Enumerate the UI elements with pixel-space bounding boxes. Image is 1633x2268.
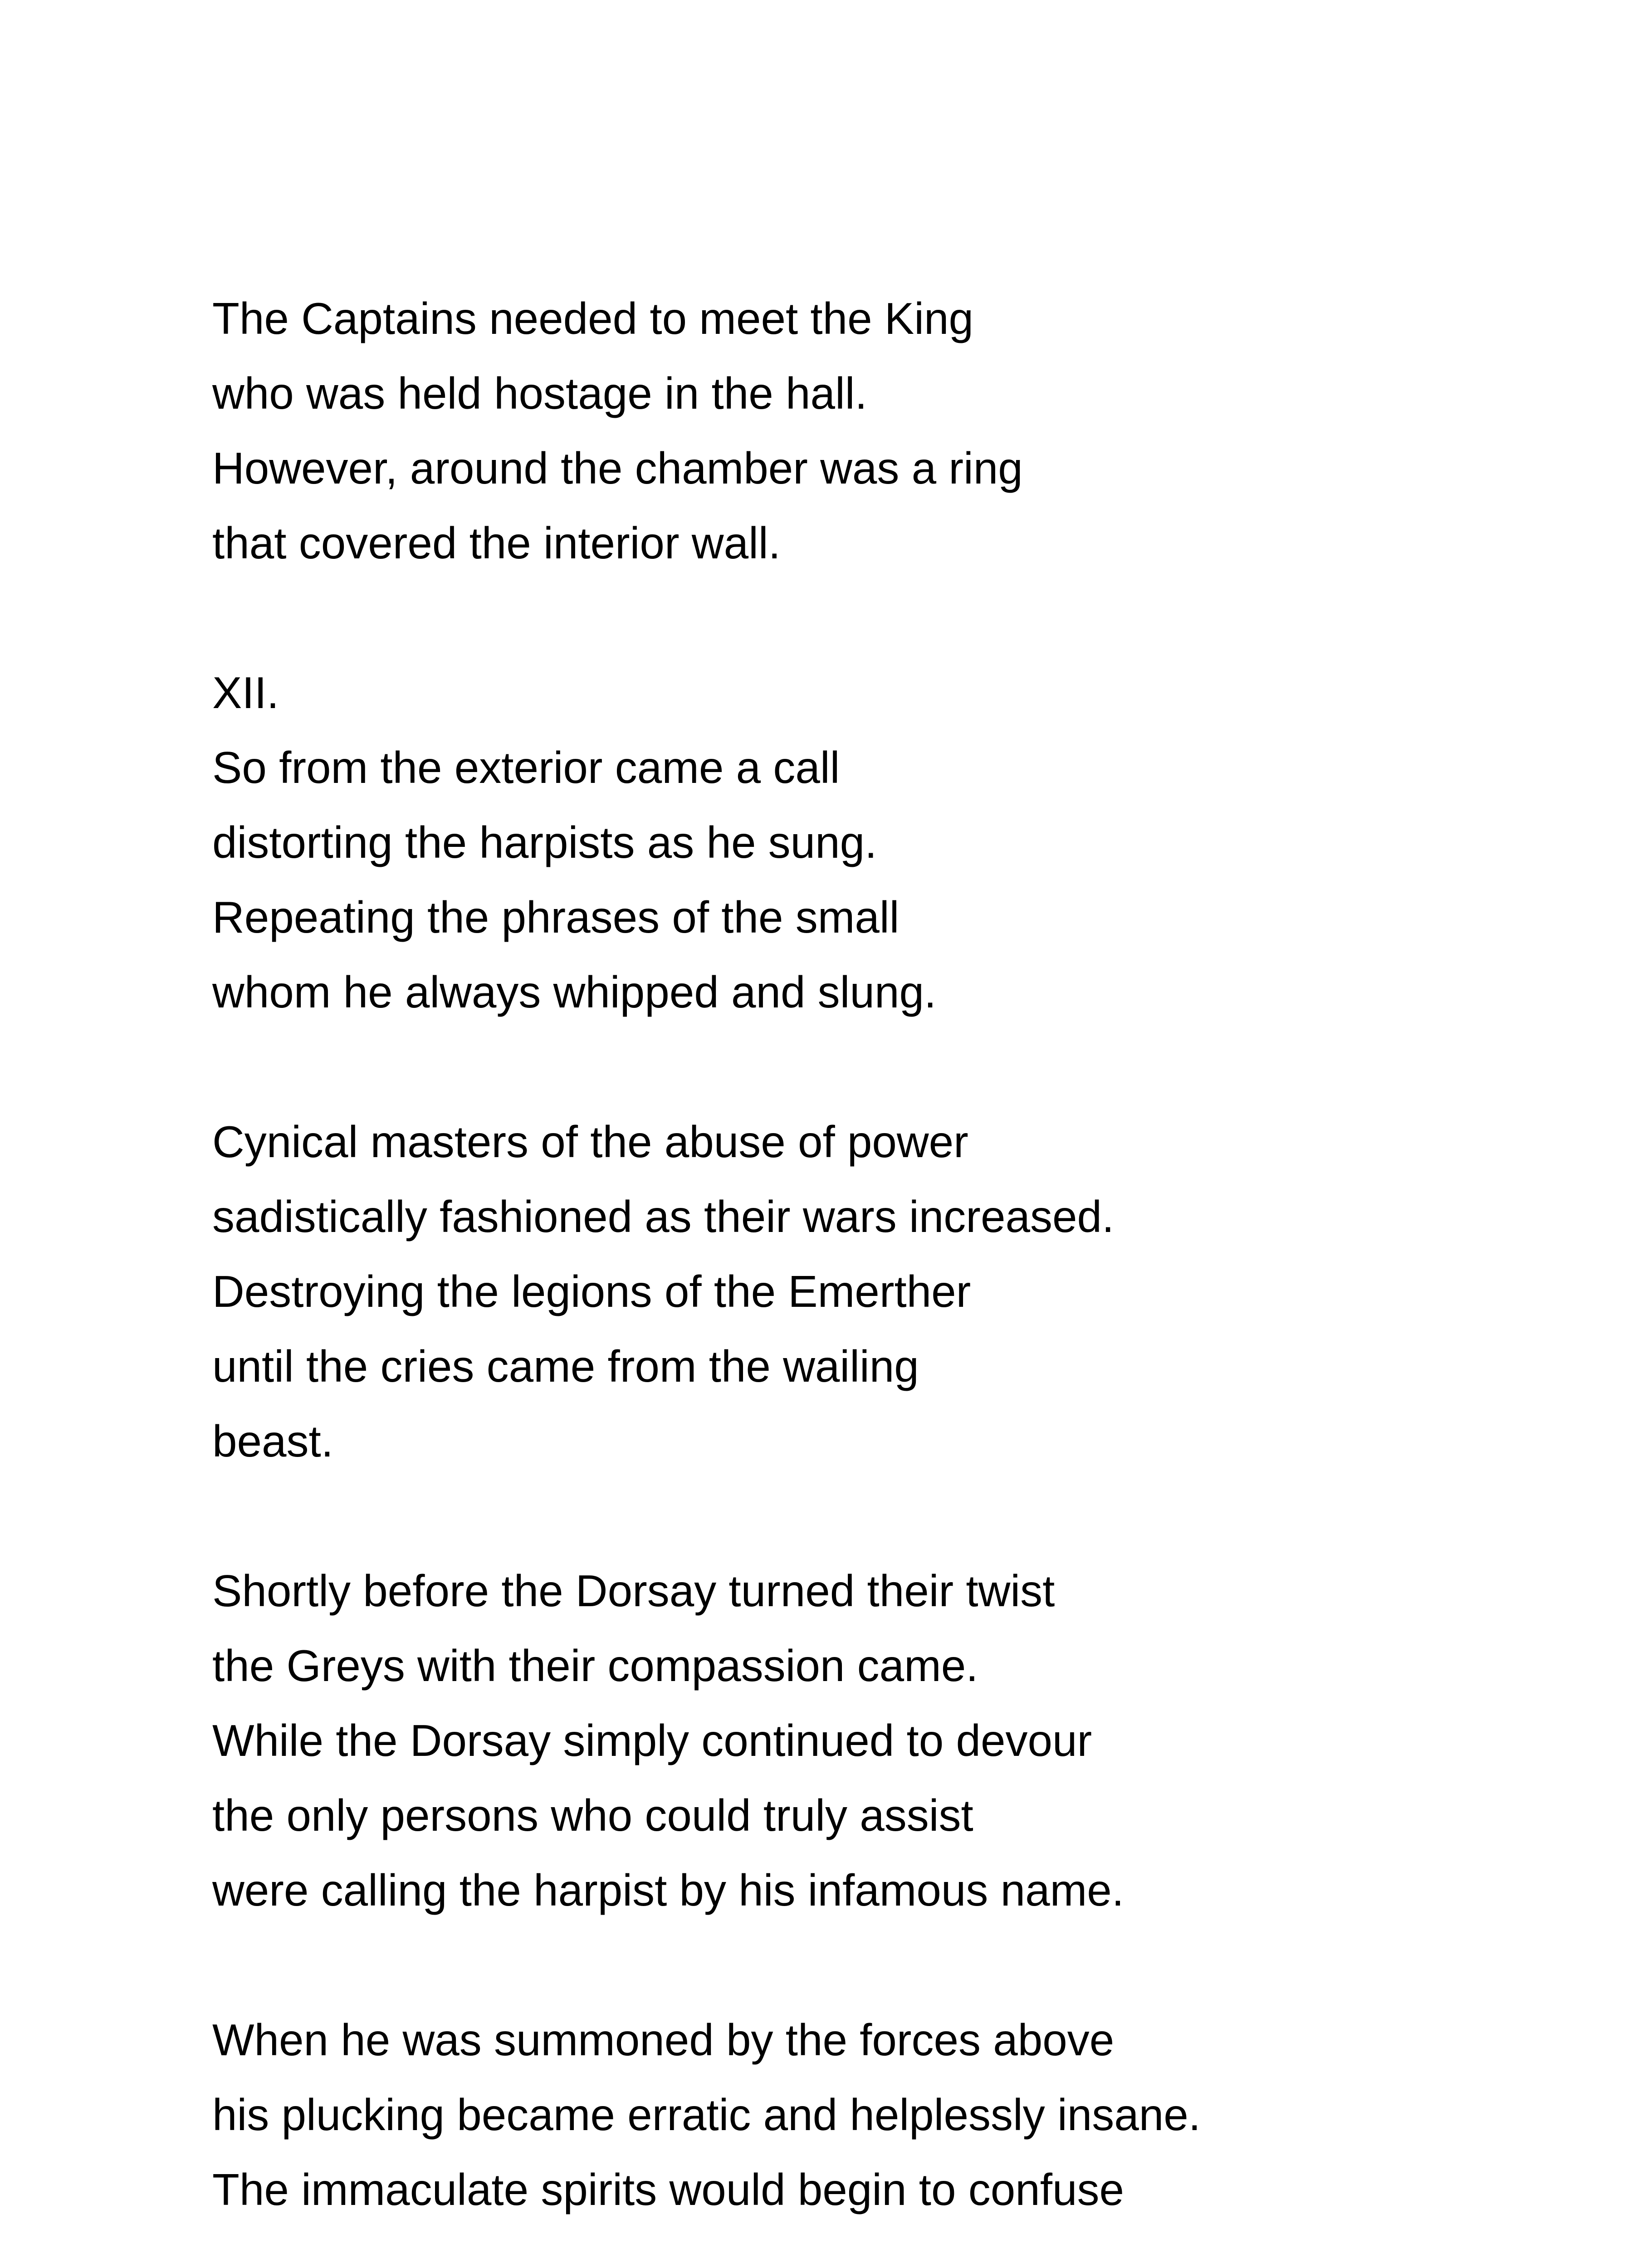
- poem-line: The Captains needed to meet the King: [212, 293, 974, 343]
- poem-line: who was held hostage in the hall.: [212, 368, 867, 418]
- poem-line: distorting the harpists as he sung.: [212, 817, 877, 867]
- poem-line: were calling the harpist by his infamous name.: [212, 1865, 1125, 1915]
- poem-line: beast.: [212, 1416, 333, 1466]
- stanza: [212, 1554, 1573, 1928]
- poem-body: [212, 281, 1573, 2268]
- poem-line: sadistically fashioned as their wars increased.: [212, 1192, 1115, 1242]
- poem-line: While the Dorsay simply continued to devour: [212, 1716, 1092, 1765]
- poem-line: Shortly before the Dorsay turned their twist: [212, 1566, 1055, 1616]
- poem-line: However, around the chamber was a ring: [212, 443, 1023, 493]
- poem-line: whom he always whipped and slung.: [212, 967, 937, 1017]
- stanza: [212, 1105, 1573, 1479]
- poem-line: The immaculate spirits would begin to confuse: [212, 2165, 1125, 2214]
- poem-line: When he was summoned by the forces above: [212, 2015, 1115, 2065]
- poem-line: Cynical masters of the abuse of power: [212, 1117, 968, 1167]
- poem-line: So from the exterior came a call: [212, 743, 840, 792]
- stanza: [212, 2003, 1573, 2227]
- poem-line: the Greys with their compassion came.: [212, 1641, 978, 1691]
- poem-line: the only persons who could truly assist: [212, 1790, 973, 1840]
- poem-line: his plucking became erratic and helplessly insane.: [212, 2090, 1201, 2140]
- poem-line: until the cries came from the wailing: [212, 1341, 919, 1391]
- section-number: XII.: [212, 668, 279, 718]
- poem-line: Destroying the legions of the Emerther: [212, 1266, 971, 1316]
- stanza: [212, 655, 1573, 1030]
- poem-line: that covered the interior wall.: [212, 518, 781, 568]
- stanza: [212, 281, 1573, 581]
- poem-line: Repeating the phrases of the small: [212, 892, 900, 942]
